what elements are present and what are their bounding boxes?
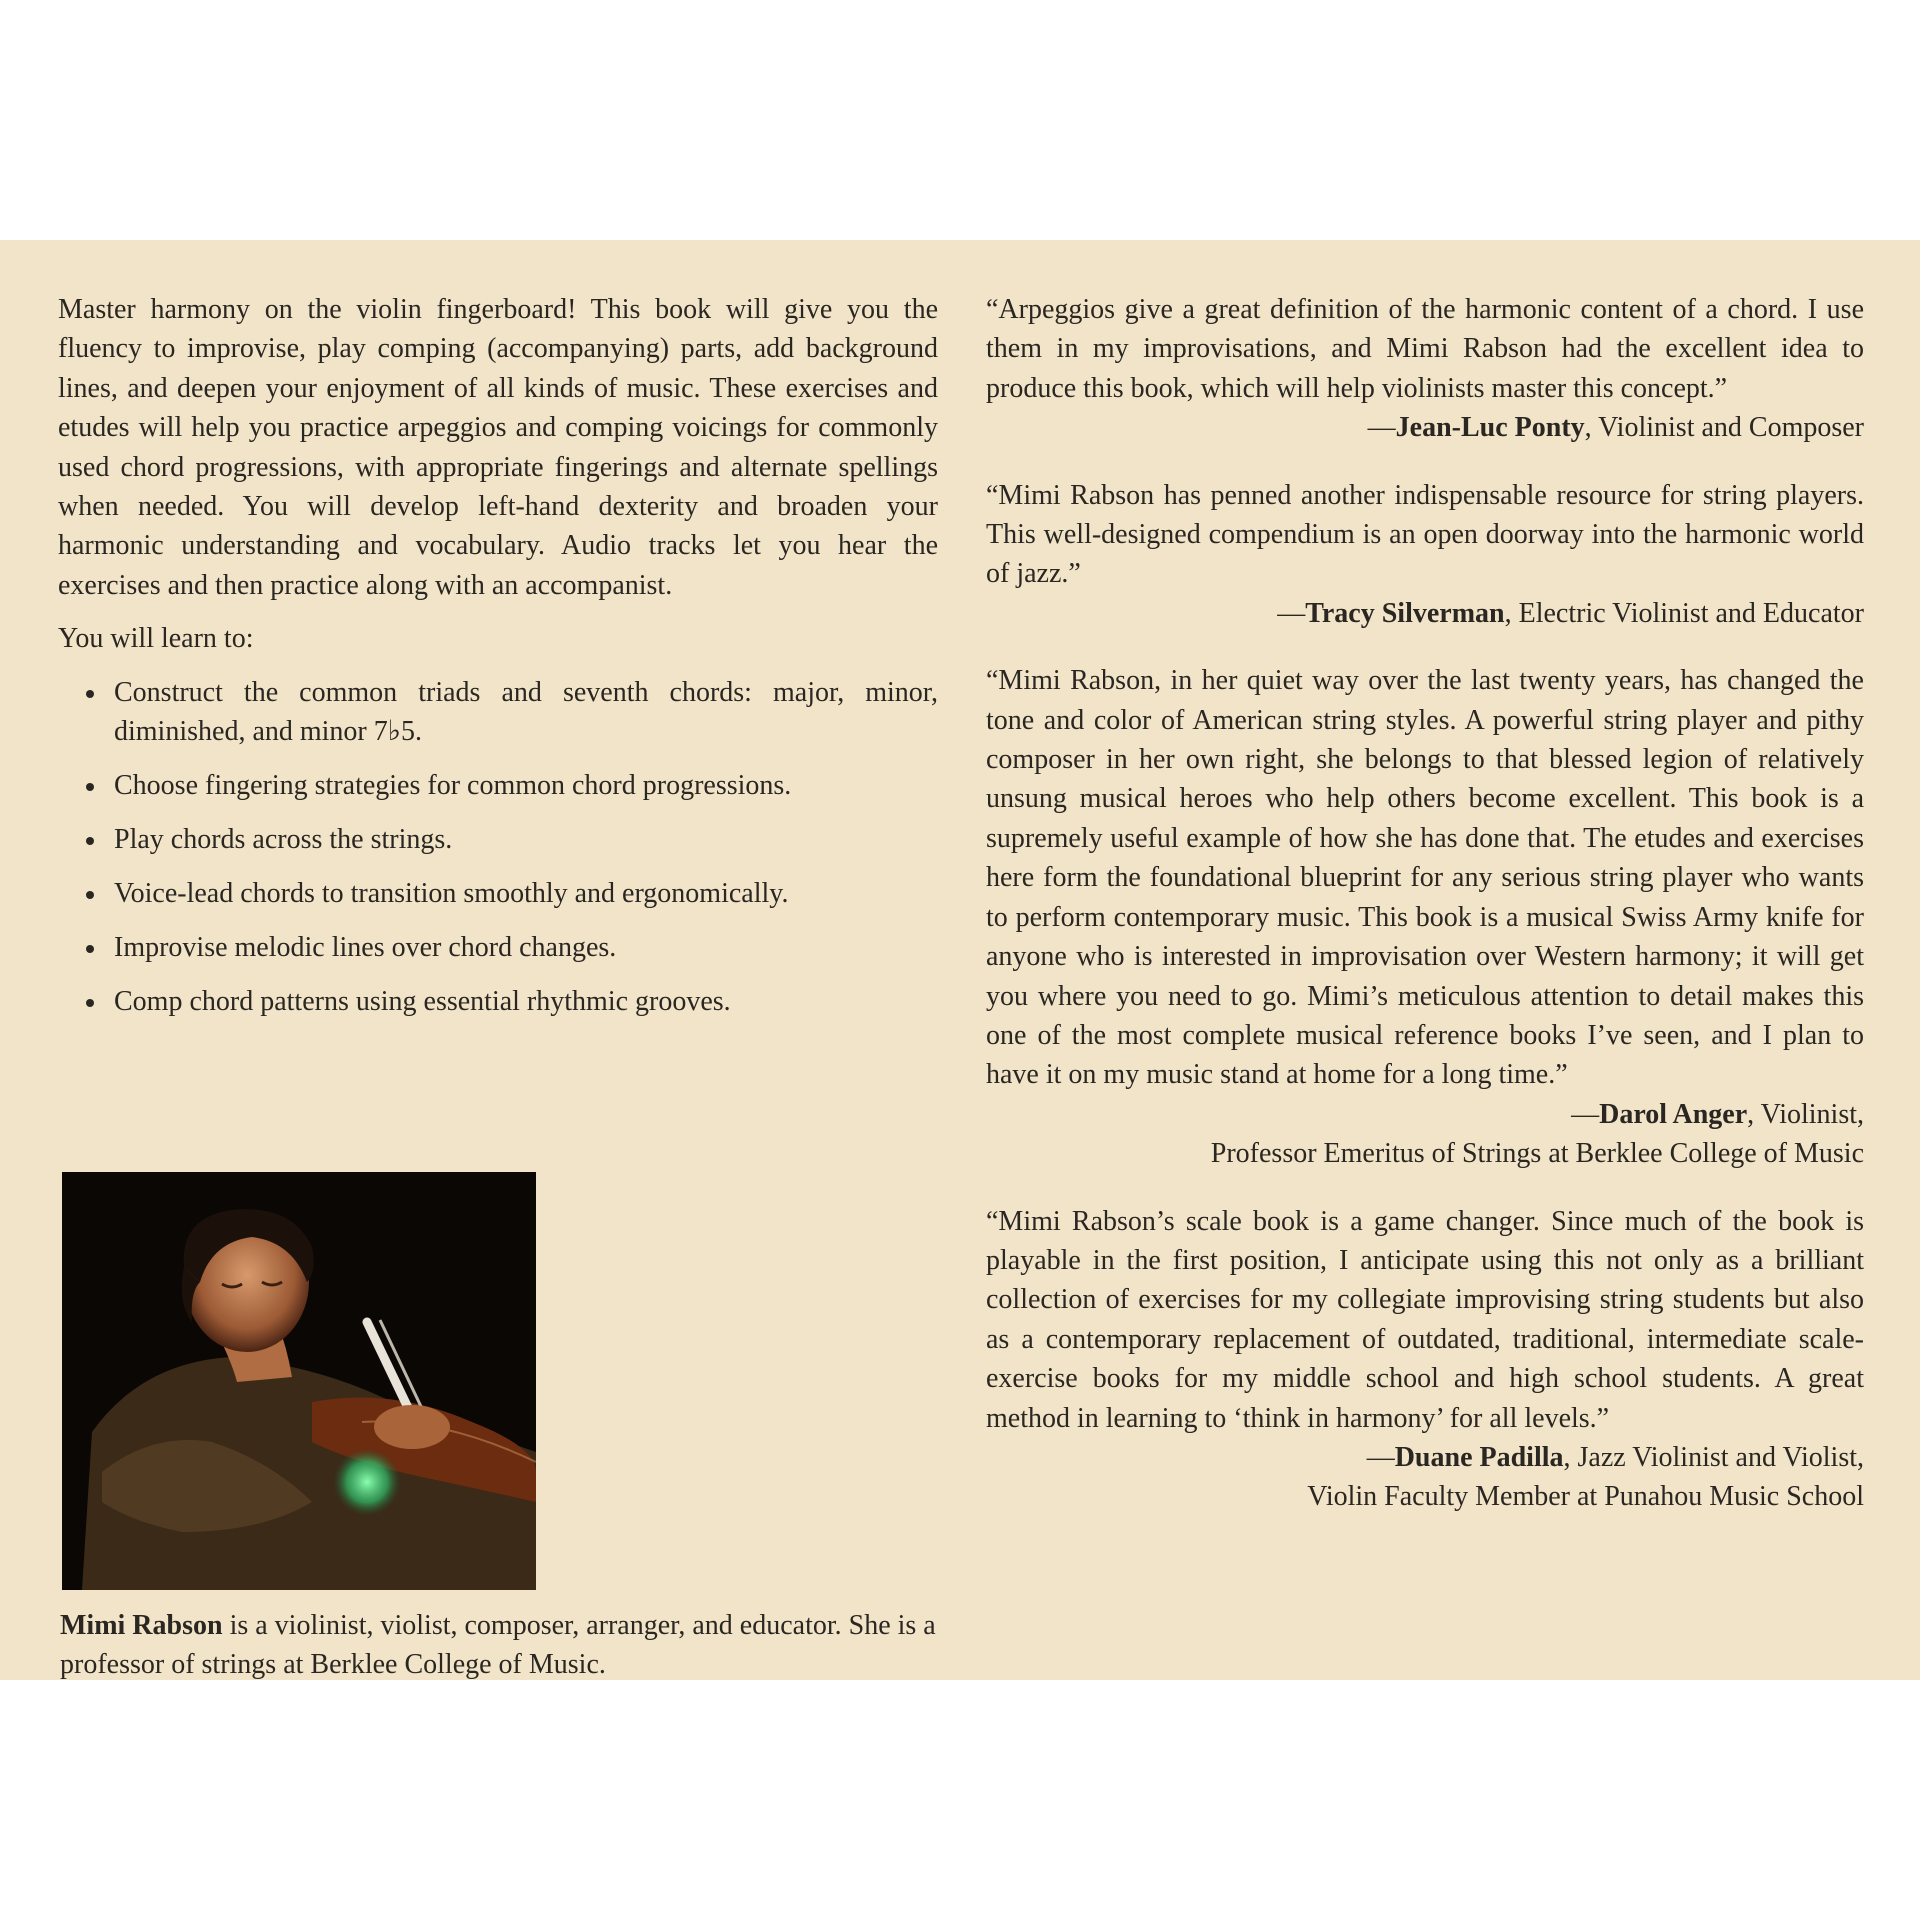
bullet-icon <box>86 783 94 791</box>
author-name: Mimi Rabson <box>60 1610 223 1641</box>
intro-paragraph: Master harmony on the violin fingerboard! This book will give you the fluency to improvise, play comping (accompanying) parts, add background lines, and deepen your enjoyment of all kinds of music. These exercises and etudes will help you practice arpeggios and comping voicings for commonly used chord progressions, with appropriate fingerings and alternate spellings when needed. You will develop left-hand dexterity and broaden your harmonic understanding and vocabulary. Audio tracks let you hear the exercises and then practice along with an accompanist. <box>58 294 938 601</box>
bullet-icon <box>86 690 94 698</box>
testimonial-author-name: Darol Anger <box>1599 1098 1748 1130</box>
author-photo <box>62 1172 536 1590</box>
list-item-text: Construct the common triads and seventh chords: major, minor, diminished, and minor 7♭5. <box>114 676 938 748</box>
list-item-text: Comp chord patterns using essential rhythmic grooves. <box>114 985 731 1017</box>
testimonial <box>986 1202 1864 1517</box>
testimonial-text: “Mimi Rabson’s scale book is a game changer. Since much of the book is playable in the first position, I anticipate using this not only as a brilliant collection of exercises for my collegiate improvising string students but also as a contemporary replacement of outdated, traditional, intermediate scale-exercise books for my middle school and high school students. A great method in learning to ‘think in harmony’ for all levels.” <box>986 1205 1864 1434</box>
list-item-text: Voice-lead chords to transition smoothly and ergonomically. <box>114 877 789 909</box>
author-bio-text: is a violinist, violist, composer, arranger, and educator. She is a professor of strings at Berklee College of Music. <box>60 1610 936 1681</box>
testimonial-text: “Arpeggios give a great definition of the harmonic content of a chord. I use them in my improvisations, and Mimi Rabson had the excellent idea to produce this book, which will help violinists master this concept.” <box>986 294 1864 404</box>
bullet-icon <box>86 999 94 1007</box>
testimonial-author-name: Jean-Luc Ponty <box>1395 412 1585 444</box>
list-item-text: Play chords across the strings. <box>114 823 453 855</box>
testimonial-author-affiliation: Professor Emeritus of Strings at Berklee College of Music <box>1210 1138 1864 1170</box>
testimonial-author-name: Tracy Silverman <box>1305 597 1505 629</box>
list-item <box>58 874 938 913</box>
bullet-icon <box>86 837 94 845</box>
learning-list <box>58 673 938 1021</box>
testimonial-attribution <box>986 1095 1864 1134</box>
right-column <box>986 290 1864 1545</box>
left-column <box>58 290 938 1681</box>
bullet-icon <box>86 945 94 953</box>
list-item <box>58 766 938 805</box>
testimonial-text: “Mimi Rabson, in her quiet way over the last twenty years, has changed the tone and color of American string styles. A powerful string player and pithy composer in her own right, she belongs to that blessed legion of relatively unsung musical heroes who help others become excellent. This book is a supremely useful example of how she has done that. The etudes and exercises here form the foundational blueprint for any serious string player who wants to perform contemporary music. This book is a musical Swiss Army knife for anyone who is interested in improvisation over Western harmony; it will get you where you need to go. Mimi’s meticulous attention to detail makes this one of the most complete musical reference books I’ve seen, and I plan to have it on my music stand at home for a long time.” <box>986 665 1864 1091</box>
testimonial-attribution <box>986 408 1864 447</box>
learn-heading: You will learn to: <box>58 623 254 655</box>
attribution-dash: — <box>1571 1098 1600 1130</box>
testimonial-author-role: , Jazz Violinist and Violist, <box>1563 1441 1864 1473</box>
testimonial-author-name: Duane Padilla <box>1394 1441 1564 1473</box>
testimonial-text: “Mimi Rabson has penned another indispensable resource for string players. This well-designed compendium is an open doorway into the harmonic world of jazz.” <box>986 479 1864 590</box>
testimonial <box>986 290 1864 448</box>
bullet-icon <box>86 891 94 899</box>
testimonial-author-affiliation: Violin Faculty Member at Punahou Music School <box>1307 1481 1864 1513</box>
list-item-text: Improvise melodic lines over chord changes. <box>114 931 617 963</box>
list-item <box>58 820 938 859</box>
list-item-text: Choose fingering strategies for common chord progressions. <box>114 769 792 801</box>
testimonial-author-role: , Violinist, <box>1747 1098 1864 1130</box>
testimonial-author-role: , Electric Violinist and Educator <box>1504 597 1864 629</box>
list-item <box>58 673 938 752</box>
author-bio <box>60 1606 960 1685</box>
violinist-portrait-image <box>62 1172 536 1590</box>
attribution-dash: — <box>1277 597 1306 629</box>
attribution-dash: — <box>1367 412 1396 444</box>
list-item <box>58 982 938 1021</box>
testimonial <box>986 661 1864 1173</box>
attribution-dash: — <box>1366 1441 1395 1473</box>
testimonial-attribution <box>986 594 1864 633</box>
list-item <box>58 928 938 967</box>
testimonial-attribution <box>986 1438 1864 1477</box>
back-cover-panel <box>0 240 1920 1680</box>
testimonial-author-role: , Violinist and Composer <box>1584 412 1864 444</box>
testimonial <box>986 476 1864 634</box>
